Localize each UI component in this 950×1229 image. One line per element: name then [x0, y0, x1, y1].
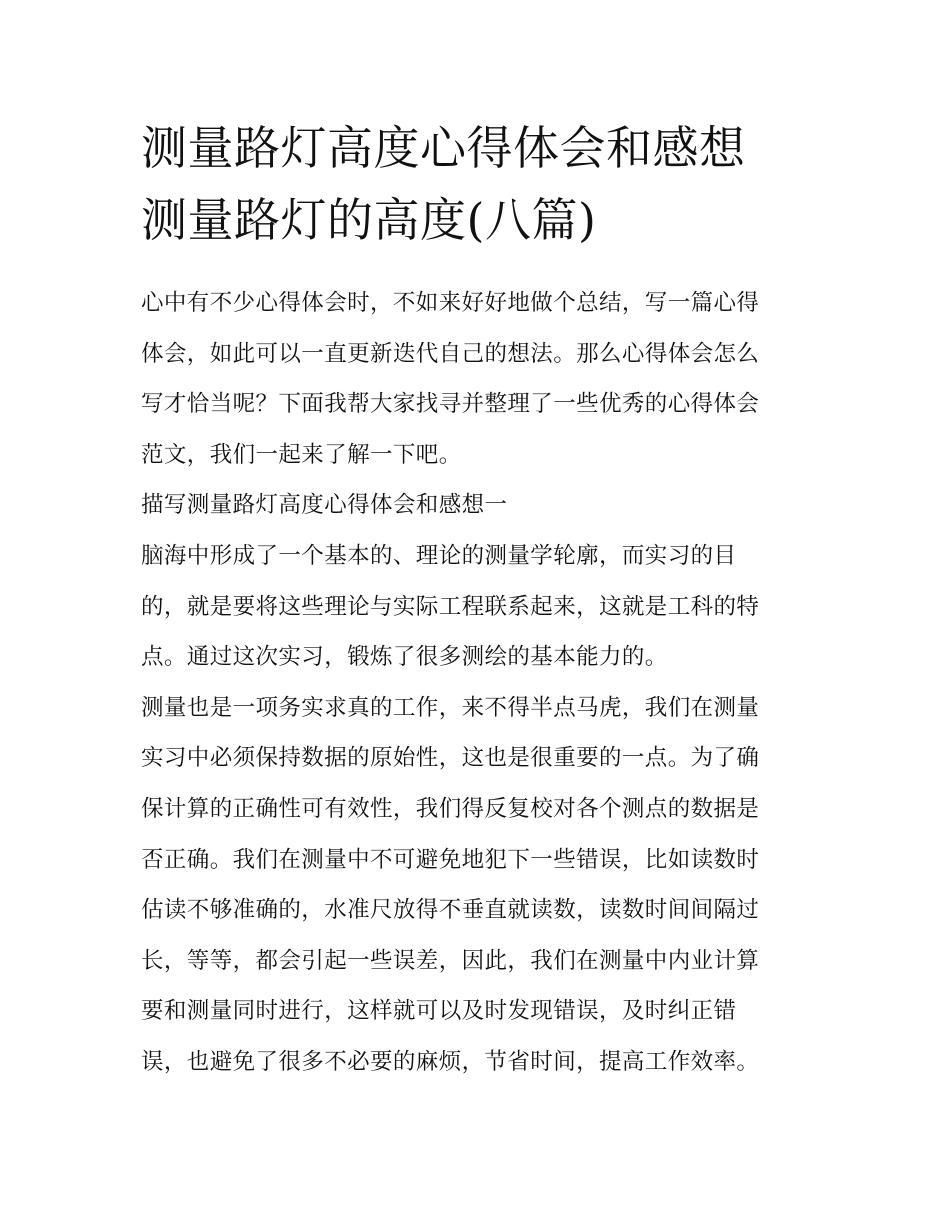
text-line: 测量也是一项务实求真的工作，来不得半点马虎，我们在测量 [141, 694, 760, 721]
body-paragraph-2 [141, 683, 813, 1088]
text-line: 长，等等，都会引起一些误差，因此，我们在测量中内业计算 [141, 947, 760, 974]
text-line: 描写测量路灯高度心得体会和感想一 [141, 492, 508, 519]
text-line: 否正确。我们在测量中不可避免地犯下一些错误，比如读数时 [141, 846, 760, 873]
text-line: 点。通过这次实习，锻炼了很多测绘的基本能力的。 [141, 644, 668, 671]
text-line: 范文，我们一起来了解一下吧。 [141, 441, 462, 468]
text-line: 要和测量同时进行，这样就可以及时发现错误，及时纠正错 [141, 998, 737, 1025]
text-line: 心中有不少心得体会时，不如来好好地做个总结，写一篇心得 [141, 290, 760, 316]
title-line-2: 测量路灯的高度(八篇) [141, 193, 597, 247]
text-line: 误，也避免了很多不必要的麻烦，节省时间，提高工作效率。 [141, 1048, 760, 1075]
document-title [141, 112, 813, 256]
text-line: 实习中必须保持数据的原始性，这也是很重要的一点。为了确 [141, 745, 760, 772]
section-heading [141, 480, 813, 531]
body-paragraph-1 [141, 531, 813, 683]
intro-paragraph [141, 278, 813, 480]
text-line: 写才恰当呢？下面我帮大家找寻并整理了一些优秀的心得体会 [141, 391, 760, 418]
document-body [141, 278, 813, 1088]
text-line: 估读不够准确的，水准尺放得不垂直就读数，读数时间间隔过 [141, 897, 760, 924]
text-line: 体会，如此可以一直更新迭代自己的想法。那么心得体会怎么 [141, 340, 760, 367]
text-line: 脑海中形成了一个基本的、理论的测量学轮廓，而实习的目 [141, 542, 737, 569]
text-line: 保计算的正确性可有效性，我们得反复校对各个测点的数据是 [141, 795, 760, 822]
title-line-1: 测量路灯高度心得体会和感想 [141, 121, 746, 175]
text-line: 的，就是要将这些理论与实际工程联系起来，这就是工科的特 [141, 593, 760, 620]
document-content [141, 112, 813, 1088]
